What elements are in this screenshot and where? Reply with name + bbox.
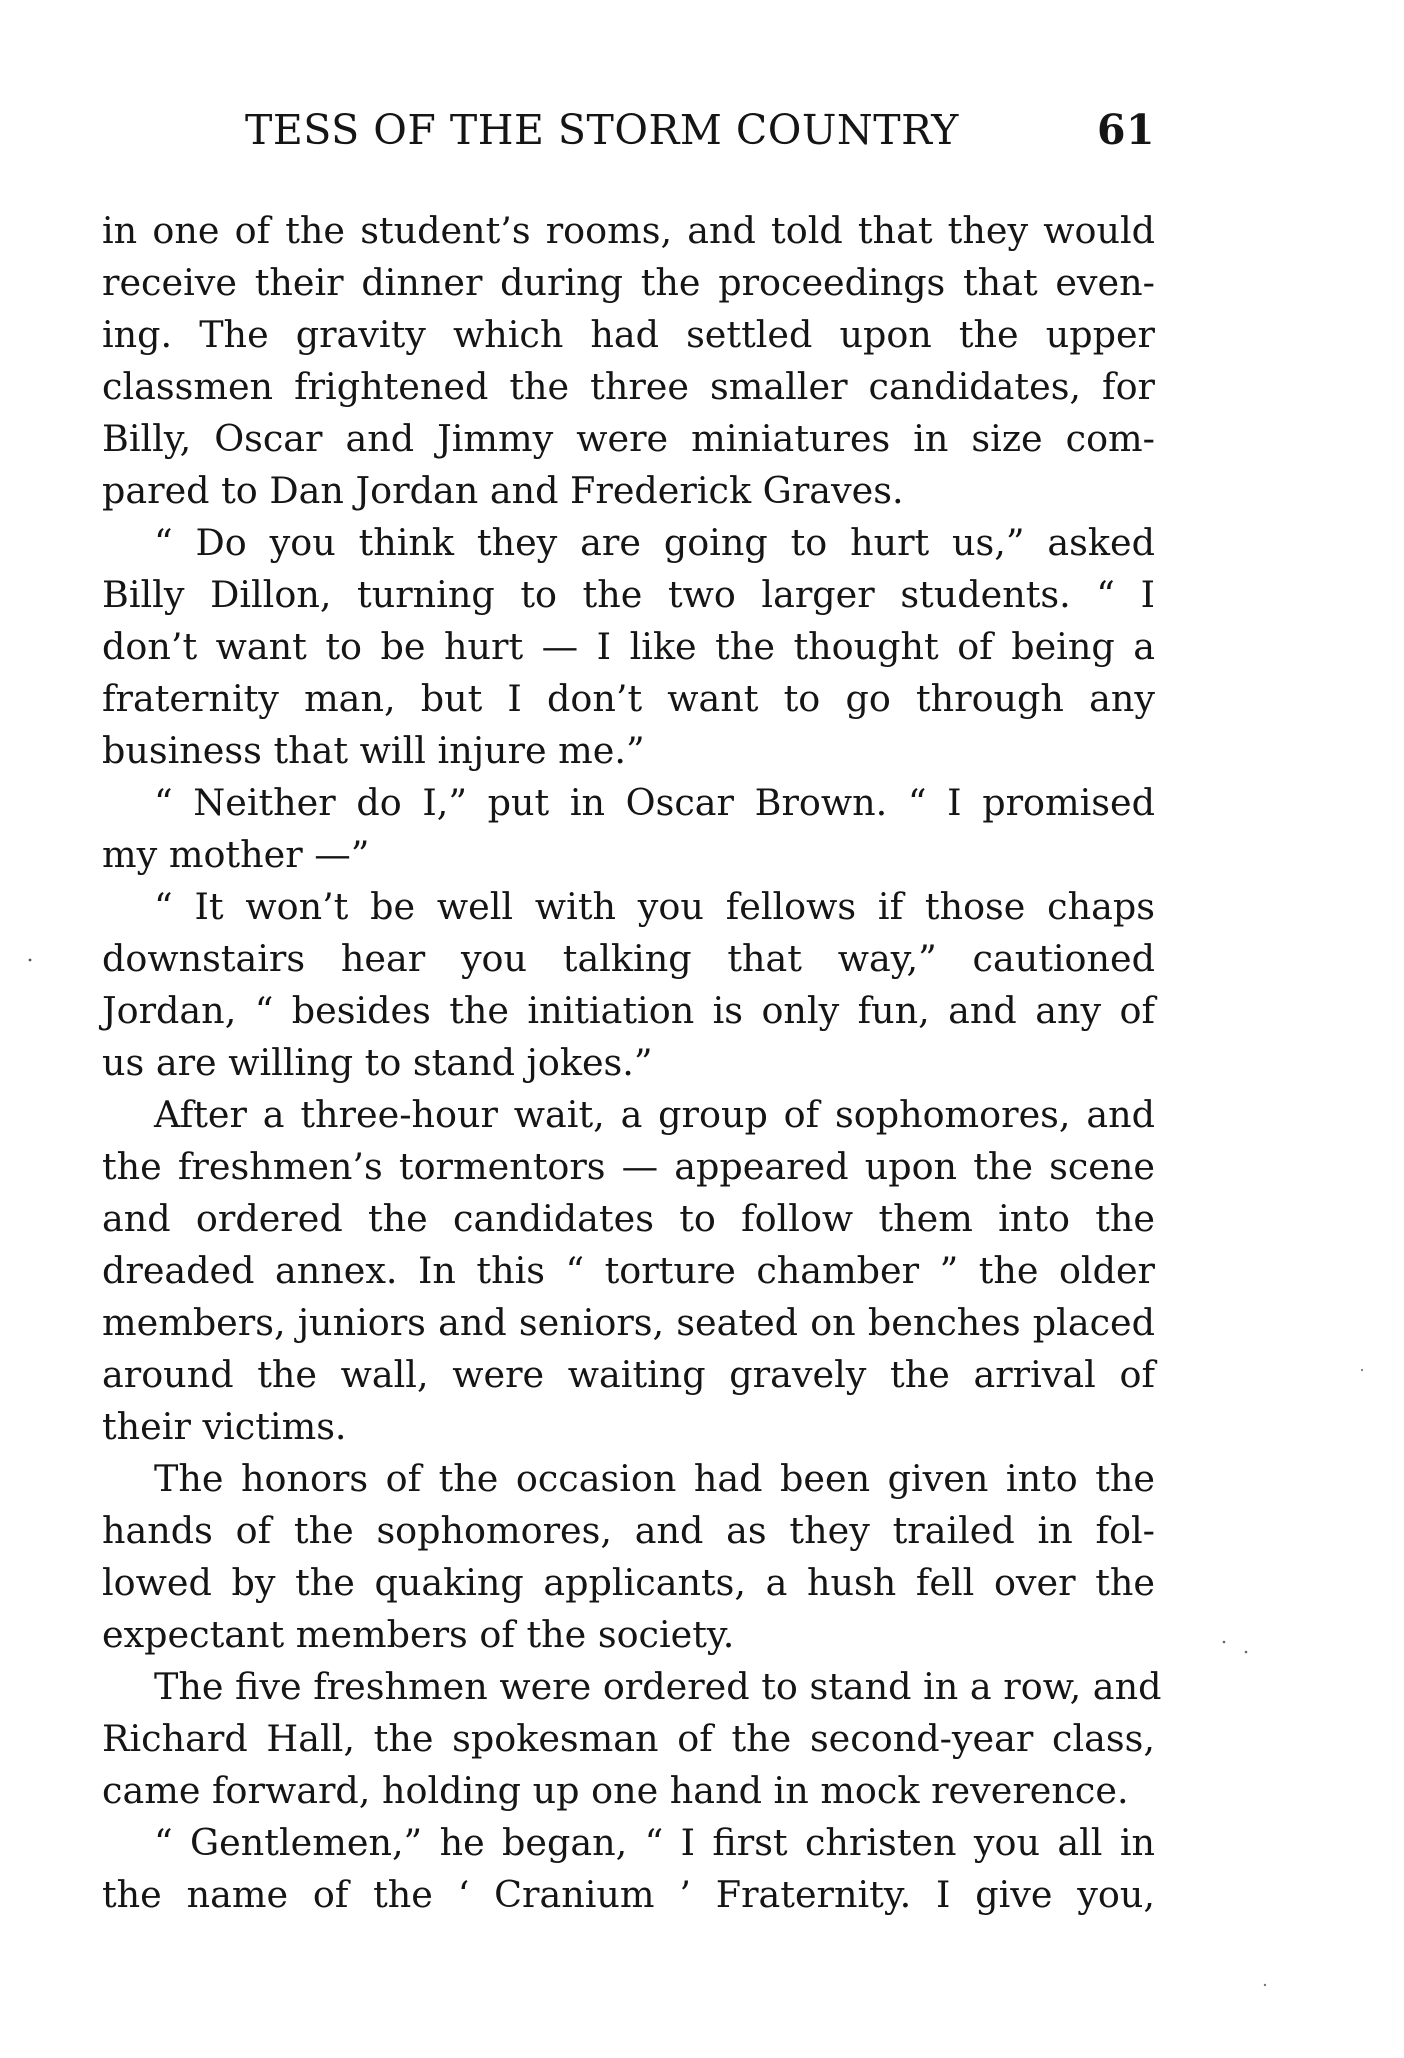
text-line: came forward, holding up one hand in mock reverence. [102,1769,1129,1812]
paragraph [102,1453,1155,1661]
text-line: and ordered the candidates to follow them into the [102,1197,1155,1240]
text-line: Jordan, “ besides the initiation is only fun, and any of [102,989,1155,1032]
paragraph [102,205,1155,517]
paragraph [102,777,1155,881]
text-line: downstairs hear you talking that way,” cautioned [102,937,1155,980]
text-line: pared to Dan Jordan and Frederick Graves. [102,469,904,512]
text-line: ing. The gravity which had settled upon the upper [102,313,1155,356]
text-line: around the wall, were waiting gravely the arrival of [102,1353,1155,1396]
paragraph [102,517,1155,777]
text-line: fraternity man, but I don’t want to go through any [102,677,1155,720]
text-line: Billy Dillon, turning to the two larger students. “ I [102,573,1155,616]
text-line: members, juniors and seniors, seated on benches placed [102,1301,1155,1344]
paragraph [102,881,1155,1089]
running-head [100,106,1155,166]
text-line: “ It won’t be well with you fellows if those chaps [154,885,1155,928]
text-line: The honors of the occasion had been given into the [154,1457,1155,1500]
text-line: “ Do you think they are going to hurt us,” asked [154,521,1155,564]
text-line: their victims. [102,1405,347,1448]
text-line: the freshmen’s tormentors — appeared upon the scene [102,1145,1155,1188]
paragraph [102,1661,1162,1817]
text-line: business that will injure me.” [102,729,645,772]
page-number: 61 [1096,106,1155,154]
text-line: The five freshmen were ordered to stand in a row, and [154,1665,1162,1708]
body-text [102,205,1162,1921]
text-line: receive their dinner during the proceedings that even- [102,261,1155,304]
text-line: us are willing to stand jokes.” [102,1041,653,1084]
text-line: my mother —” [102,833,370,876]
paragraph [102,1089,1155,1453]
text-line: in one of the student’s rooms, and told that they would [102,209,1155,252]
text-line: Billy, Oscar and Jimmy were miniatures in size com- [102,417,1155,460]
text-line: lowed by the quaking applicants, a hush fell over the [102,1561,1155,1604]
text-line: the name of the ‘ Cranium ’ Fraternity. I give you, [102,1873,1155,1916]
text-line: After a three-hour wait, a group of sophomores, and [154,1093,1155,1136]
text-line: don’t want to be hurt — I like the thought of being a [102,625,1155,668]
text-line: “ Neither do I,” put in Oscar Brown. “ I promised [154,781,1155,824]
text-line: Richard Hall, the spokesman of the second-year class, [102,1717,1155,1760]
text-line: dreaded annex. In this “ torture chamber ” the older [102,1249,1155,1292]
paragraph [102,1817,1155,1921]
text-line: expectant members of the society. [102,1613,735,1656]
running-title: TESS OF THE STORM COUNTRY [245,106,959,154]
text-line: hands of the sophomores, and as they trailed in fol- [102,1509,1155,1552]
text-line: “ Gentlemen,” he began, “ I first christen you all in [154,1821,1155,1864]
text-line: classmen frightened the three smaller candidates, for [102,365,1155,408]
